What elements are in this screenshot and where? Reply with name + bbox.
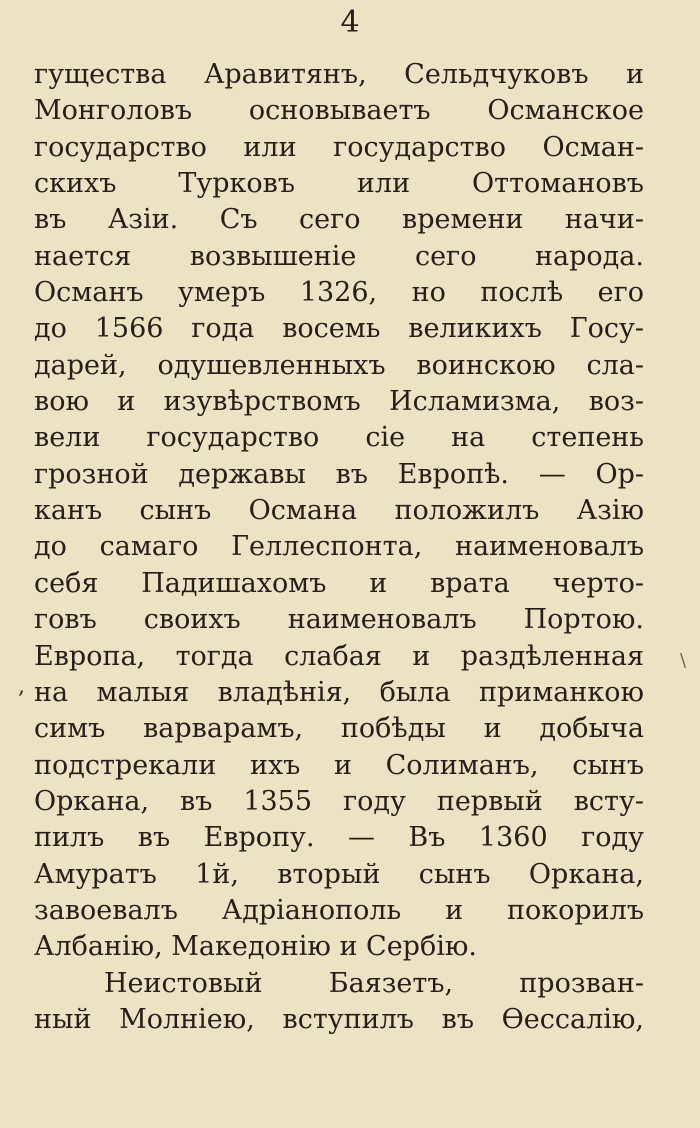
text-line: вели государство сiе на степень bbox=[34, 422, 644, 454]
text-line: въ Азiи. Съ сего времени начи- bbox=[34, 204, 644, 236]
text-line: вою и изувѣрствомъ Исламизма, воз- bbox=[34, 386, 644, 418]
text-line: Османъ умеръ 1326, но послѣ его bbox=[34, 277, 644, 309]
text-line: государство или государство Осман- bbox=[34, 131, 644, 163]
text-line: завоевалъ Адрiанополь и покорилъ bbox=[34, 894, 644, 926]
margin-mark-left: , bbox=[18, 674, 25, 699]
text-line: дарей, одушевленныхъ воинскою сла- bbox=[34, 349, 644, 381]
text-line: скихъ Турковъ или Оттомановъ bbox=[34, 168, 644, 200]
text-line: говъ своихъ наименовалъ Портою. bbox=[34, 604, 644, 636]
page-number: 4 bbox=[340, 5, 360, 40]
text-line: симъ варварамъ, побѣды и добыча bbox=[34, 713, 644, 745]
text-line: на малыя владѣнiя, была приманкою bbox=[34, 676, 644, 708]
text-line: Оркана, въ 1355 году первый всту- bbox=[34, 785, 644, 817]
text-line: себя Падишахомъ и врата черто- bbox=[34, 567, 644, 599]
body-text bbox=[34, 57, 644, 1038]
text-line: нается возвышенiе сего народа. bbox=[34, 240, 644, 272]
text-line: Монголовъ основываетъ Османское bbox=[34, 95, 644, 127]
text-line: грозной державы въ Европѣ. — Ор- bbox=[34, 458, 644, 490]
text-line: Албанiю, Македонiю и Сербiю. bbox=[34, 931, 477, 963]
text-line: гущества Аравитянъ, Сельдчуковъ и bbox=[34, 59, 644, 90]
text-line: Амуратъ 1й, вторый сынъ Оркана, bbox=[34, 858, 644, 890]
text-line: канъ сынъ Османа положилъ Азiю bbox=[34, 495, 644, 527]
text-line: ный Молнiею, вступилъ въ Ѳессалiю, bbox=[34, 1003, 644, 1035]
margin-mark-right: \ bbox=[680, 650, 687, 671]
text-line: Европа, тогда слабая и раздѣленная bbox=[34, 640, 644, 672]
text-line: до самаго Геллеспонта, наименовалъ bbox=[34, 531, 644, 563]
text-line-indented: Неистовый Баязетъ, прозван- bbox=[104, 967, 644, 999]
text-line: подстрекали ихъ и Солиманъ, сынъ bbox=[34, 749, 644, 781]
text-line: до 1566 года восемь великихъ Госу- bbox=[34, 313, 644, 345]
text-line: пилъ въ Европу. — Въ 1360 году bbox=[34, 822, 644, 854]
